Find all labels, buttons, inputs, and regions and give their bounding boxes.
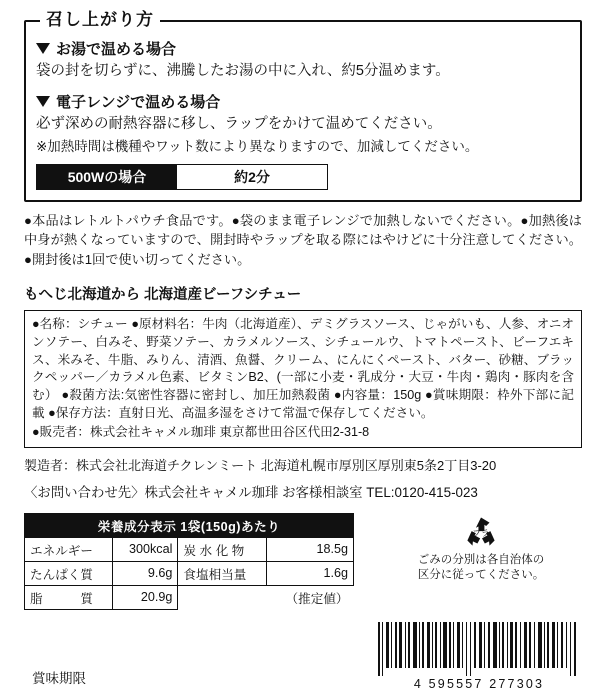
footer-section <box>24 622 582 691</box>
nutrition-block <box>24 513 354 610</box>
nutrition-label-protein: たんぱく質 <box>25 561 113 585</box>
recycle-instruction-line2: 区分に従ってください。 <box>417 568 545 581</box>
bottom-section <box>24 513 582 610</box>
specification-box <box>24 310 582 448</box>
nutrition-value-protein: 9.6g <box>113 561 178 585</box>
nutrition-label-carbs: 炭 水 化 物 <box>178 537 266 561</box>
recycle-block <box>354 513 582 583</box>
nutrition-value-salt: 1.6g <box>266 561 353 585</box>
nutrition-label-salt: 食塩相当量 <box>178 561 266 585</box>
product-name: もへじ北海道から 北海道産ビーフシチュー <box>24 286 302 303</box>
section-title: 召し上がり方 <box>40 11 160 28</box>
method-microwave-text: 必ず深めの耐熱容器に移し、ラップをかけて温めてください。 <box>36 115 442 132</box>
triangle-bullet-icon <box>36 96 50 107</box>
serving-instructions-section <box>24 10 582 202</box>
nutrition-value-carbs: 18.5g <box>266 537 353 561</box>
seller-line: ●販売者：株式会社キャメル珈琲 東京都世田谷区代田2-31-8 <box>32 425 370 440</box>
nutrition-label-energy: エネルギー <box>25 537 113 561</box>
caution-paragraph: ●本品はレトルトパウチ食品です。●袋のまま電子レンジで加熱しないでください。●加熱後は中身が熱くなっていますので、開封時やラップを取る際にはやけどに十分注意してください。●開封後は1回で使い切ってください。 <box>24 213 582 267</box>
method-hot-water-heading <box>36 38 570 59</box>
inquiry-line: 〈お問い合わせ先〉株式会社キャメル珈琲 お客様相談室 TEL:0120-415-023 <box>24 485 478 501</box>
wattage-value: 約2分 <box>234 169 270 186</box>
nutrition-estimate: （推定値） <box>285 592 349 607</box>
method-microwave-label: 電子レンジで温める場合 <box>56 93 221 111</box>
nutrition-label-fat: 脂 質 <box>25 585 113 609</box>
wattage-label: 500Wの場合 <box>37 165 177 189</box>
table-row <box>25 537 354 561</box>
nutrition-table <box>24 513 354 610</box>
triangle-bullet-icon <box>36 43 50 54</box>
serving-instructions-box <box>24 10 582 202</box>
nutrition-header: 栄養成分表示 1袋(150g)あたり <box>25 513 354 537</box>
svg-text:プラ: プラ <box>472 529 490 540</box>
nutrition-empty-cell <box>178 585 266 609</box>
manufacturer-line: 製造者：株式会社北海道チクレンミート 北海道札幌市厚別区厚別東5条2丁目3-20 <box>24 457 497 473</box>
expiry-label: 賞味期限 <box>32 670 86 686</box>
barcode-block <box>376 622 582 691</box>
barcode-image <box>376 622 582 676</box>
method-hot-water-label: お湯で温める場合 <box>56 41 177 58</box>
barcode-number: 4 595557 277303 <box>413 676 545 691</box>
nutrition-value-fat: 20.9g <box>113 585 178 609</box>
method-microwave-note: ※加熱時間は機種やワット数により異なりますので、加減してください。 <box>36 139 479 155</box>
recycle-instruction-line1: ごみの分別は各自治体の <box>417 553 545 566</box>
table-header-row <box>25 513 354 537</box>
wattage-table <box>36 164 328 190</box>
table-row <box>25 585 354 609</box>
method-microwave-heading <box>36 91 570 112</box>
specification-text: ●名称：シチュー ●原材料名：牛肉（北海道産）、デミグラスソース、じゃがいも、人参、オニオンソテー、白みそ、野菜ソテー、カラメルソース、シチュールウ、トマトペースト、ビーフエキス、米みそ、牛脂、みりん、清酒、魚醤、クリーム、にんにくペースト、バター、砂糖、ブラックペッパー／カラメル色素、ビタミンB2、(一部に小麦・乳成分・大豆・牛肉・鶏肉・豚肉を含む） ●殺菌方法:気密性容器に密封し、加圧加熱殺菌 ●内容量：150g ●賞味期限：枠外下部に記載 ●保存方法：直射日光、高温多湿をさけて常温で保存してください。 <box>32 316 574 421</box>
table-row <box>25 561 354 585</box>
nutrition-value-energy: 300kcal <box>113 537 178 561</box>
method-hot-water-text: 袋の封を切らずに、沸騰したお湯の中に入れ、約5分温めます。 <box>36 63 450 79</box>
plastic-recycle-icon <box>464 515 498 549</box>
